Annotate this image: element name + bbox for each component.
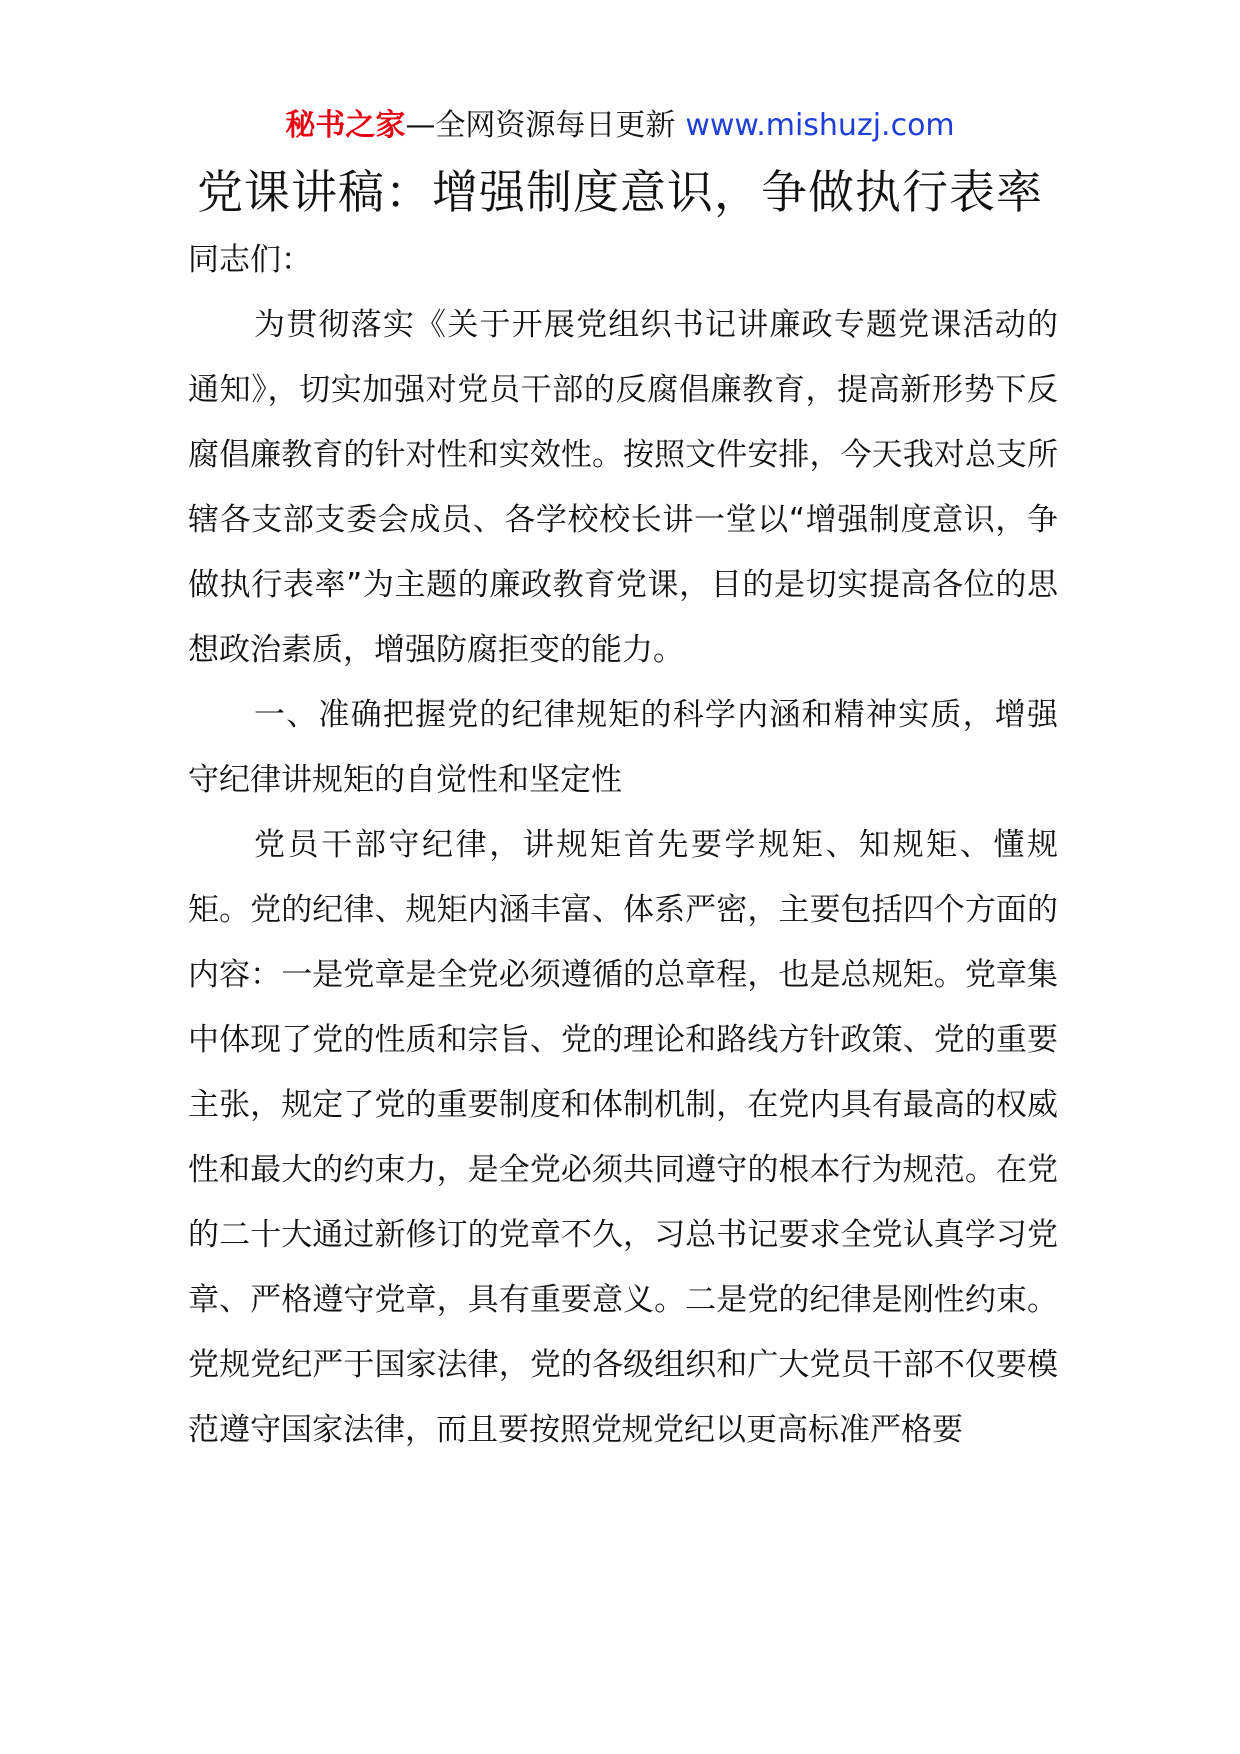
page-header <box>0 104 1240 148</box>
salutation: 同志们： <box>188 242 312 278</box>
website-link[interactable]: www.mishuzj.com <box>685 108 955 143</box>
header-slogan: —全网资源每日更新 <box>405 108 676 143</box>
intro-paragraph: 为贯彻落实《关于开展党组织书记讲廉政专题党课活动的通知》，切实加强对党员干部的反腐倡廉教育，提高新形势下反腐倡廉教育的针对性和实效性。按照文件安排，今天我对总支所辖各支部支委会成员、各学校校长讲一堂以“增强制度意识，争做执行表率”为主题的廉政教育党课，目的是切实提高各位的思想政治素质，增强防腐拒变的能力。 <box>188 307 1058 668</box>
brand-name: 秘书之家 <box>285 108 406 143</box>
body-paragraph: 党员干部守纪律，讲规矩首先要学规矩、知规矩、懂规矩。党的纪律、规矩内涵丰富、体系严密，主要包括四个方面的内容：一是党章是全党必须遵循的总章程，也是总规矩。党章集中体现了党的性质和宗旨、党的理论和路线方针政策、党的重要主张，规定了党的重要制度和体制机制，在党内具有最高的权威性和最大的约束力，是全党必须共同遵守的根本行为规范。在党的二十大通过新修订的党章不久，习总书记要求全党认真学习党章、严格遵守党章，具有重要意义。二是党的纪律是刚性约束。党规党纪严于国家法律，党的各级组织和广大党员干部不仅要模范遵守国家法律，而且要按照党规党纪以更高标准严格要 <box>188 827 1058 1448</box>
document-title: 党课讲稿：增强制度意识，争做执行表率 <box>197 165 1043 219</box>
document-body <box>188 228 1058 1463</box>
section-heading: 一、准确把握党的纪律规矩的科学内涵和精神实质，增强守纪律讲规矩的自觉性和坚定性 <box>188 697 1058 798</box>
